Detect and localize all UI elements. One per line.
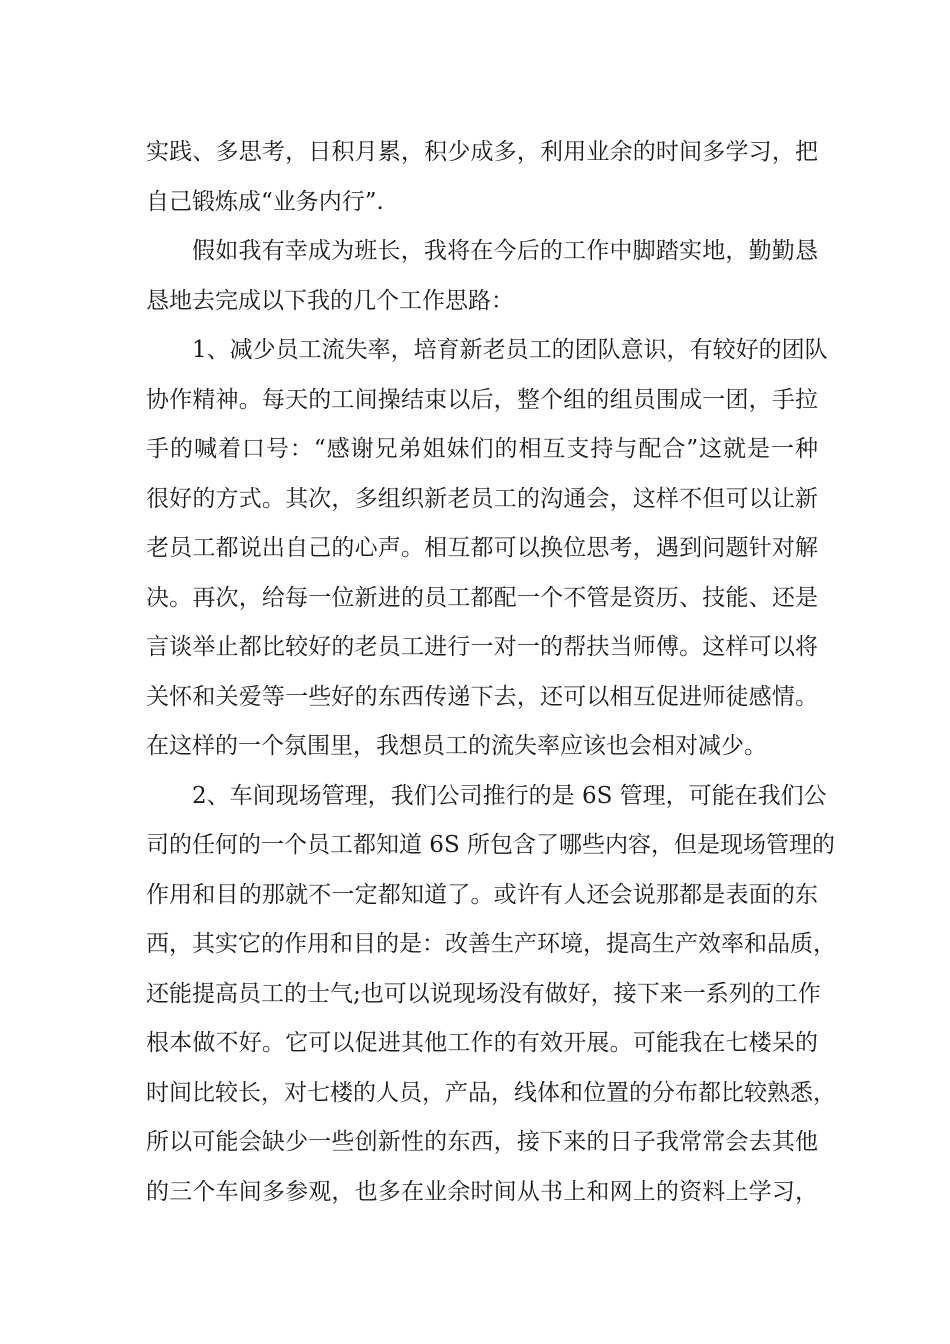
text-line: 决。再次，给每一位新进的员工都配一个不管是资历、技能、还是 [146,584,818,611]
text-line: 还能提高员工的士气;也可以说现场没有做好，接下来一系列的工作 [146,980,821,1007]
text-line: 所以可能会缺少一些创新性的东西，接下来的日子我常常会去其他 [146,1129,818,1155]
text-line: 老员工都说出自己的心声。相互都可以换位思考，遇到问题针对解 [146,535,818,561]
text-line: 手的喊着口号：“感谢兄弟姐妹们的相互支持与配合”这就是一种 [146,436,818,462]
text-line: 实践、多思考，日积月累，积少成多，利用业余的时间多学习，把 [146,139,818,165]
paragraph-start-line: 假如我有幸成为班长，我将在今后的工作中脚踏实地，勤勤恳 [192,238,818,264]
text-line: 在这样的一个氛围里，我想员工的流失率应该也会相对减少。 [146,733,767,759]
text-line: 恳地去完成以下我的几个工作思路： [146,287,514,314]
text-line: 关怀和关爱等一些好的东西传递下去，还可以相互促进师徒感情。 [146,683,818,710]
text-line: 时间比较长，对七楼的人员，产品，线体和位置的分布都比较熟悉， [146,1079,836,1106]
text-line: 协作精神。每天的工间操结束以后，整个组的组员围成一团，手拉 [146,386,818,413]
text-line: 作用和目的那就不一定都知道了。或许有人还会说那都是表面的东 [146,881,818,908]
text-line: 西，其实它的作用和目的是：改善生产环境，提高生产效率和品质， [146,931,836,957]
document-body [146,128,836,1217]
text-line: 很好的方式。其次，多组织新老员工的沟通会，这样不但可以让新 [146,485,818,512]
paragraph-start-line: 1、减少员工流失率，培育新老员工的团队意识，有较好的团队 [192,337,828,363]
text-line: 言谈举止都比较好的老员工进行一对一的帮扶当师傅。这样可以将 [146,634,818,660]
paragraph-start-line: 2、车间现场管理，我们公司推行的是 6S 管理，可能在我们公 [192,782,827,809]
text-line: 的三个车间多参观，也多在业余时间从书上和网上的资料上学习， [146,1178,818,1205]
text-line: 司的任何的一个员工都知道 6S 所包含了哪些内容，但是现场管理的 [146,832,836,858]
text-line: 根本做不好。它可以促进其他工作的有效开展。可能我在七楼呆的 [146,1030,818,1056]
text-line: 自己锻炼成“业务内行”. [146,188,384,215]
